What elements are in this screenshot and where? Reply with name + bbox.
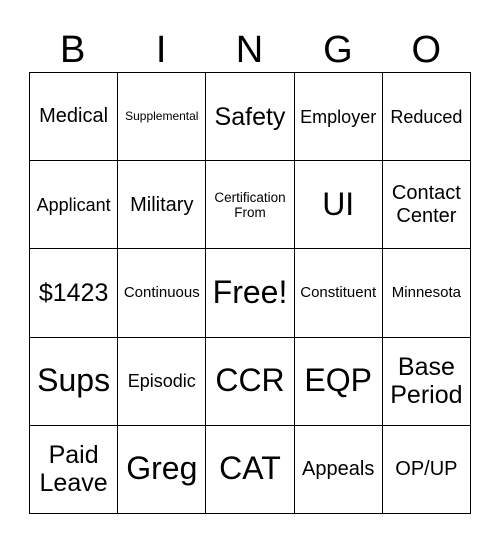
- bingo-cell[interactable]: [383, 249, 471, 337]
- bingo-cell[interactable]: [118, 249, 206, 337]
- cell-label: Minnesota: [391, 283, 461, 301]
- bingo-cell[interactable]: [206, 426, 294, 514]
- cell-label: EQP: [304, 362, 372, 399]
- bingo-cell[interactable]: [383, 426, 471, 514]
- bingo-cell[interactable]: [30, 338, 118, 426]
- cell-label: CAT: [219, 450, 281, 487]
- cell-label: Military: [130, 193, 194, 216]
- cell-label: Applicant: [36, 194, 111, 215]
- header-letter-o: O: [411, 29, 443, 71]
- bingo-cell[interactable]: [295, 249, 383, 337]
- cell-label: Sups: [37, 362, 111, 399]
- bingo-cell[interactable]: [118, 73, 206, 161]
- cell-label: Appeals: [302, 458, 375, 481]
- cell-label: Employer: [300, 106, 377, 127]
- cell-label: Safety: [214, 102, 286, 131]
- cell-label: Episodic: [127, 371, 196, 392]
- cell-label: OP/UP: [395, 458, 458, 481]
- cell-label: Certification From: [214, 189, 286, 220]
- bingo-cell[interactable]: [206, 338, 294, 426]
- cell-label: Continuous: [123, 283, 200, 301]
- cell-label: Greg: [126, 450, 198, 487]
- bingo-cell[interactable]: [206, 249, 294, 337]
- cell-label: Medical: [39, 105, 109, 128]
- cell-label: Constituent: [300, 283, 377, 301]
- cell-label: Supplemental: [125, 108, 199, 123]
- bingo-cell[interactable]: [295, 161, 383, 249]
- bingo-cell[interactable]: [206, 161, 294, 249]
- header-letter-g: G: [323, 29, 354, 71]
- bingo-cell[interactable]: [118, 338, 206, 426]
- bingo-cell[interactable]: [30, 426, 118, 514]
- bingo-cell[interactable]: [295, 338, 383, 426]
- cell-label: CCR: [215, 362, 285, 399]
- cell-label: Free!: [212, 274, 288, 311]
- cell-label: Base Period: [390, 353, 463, 410]
- bingo-header: [29, 26, 471, 74]
- bingo-cell[interactable]: [30, 161, 118, 249]
- bingo-cell[interactable]: [383, 338, 471, 426]
- header-letter-b: B: [60, 29, 87, 71]
- cell-label: Paid Leave: [39, 441, 108, 498]
- bingo-cell[interactable]: [295, 73, 383, 161]
- cell-label: UI: [322, 185, 355, 222]
- bingo-cell[interactable]: [118, 426, 206, 514]
- bingo-cell[interactable]: [118, 161, 206, 249]
- bingo-cell[interactable]: [383, 161, 471, 249]
- header-letter-i: I: [155, 29, 168, 71]
- bingo-cell[interactable]: [30, 73, 118, 161]
- bingo-card-grid: [29, 72, 471, 514]
- bingo-cell[interactable]: [295, 426, 383, 514]
- bingo-cell[interactable]: [30, 249, 118, 337]
- bingo-cell[interactable]: [383, 73, 471, 161]
- cell-label: Reduced: [390, 106, 463, 127]
- cell-label: $1423: [38, 278, 109, 307]
- cell-label: Contact Center: [391, 182, 461, 227]
- bingo-cell[interactable]: [206, 73, 294, 161]
- header-letter-n: N: [235, 29, 265, 71]
